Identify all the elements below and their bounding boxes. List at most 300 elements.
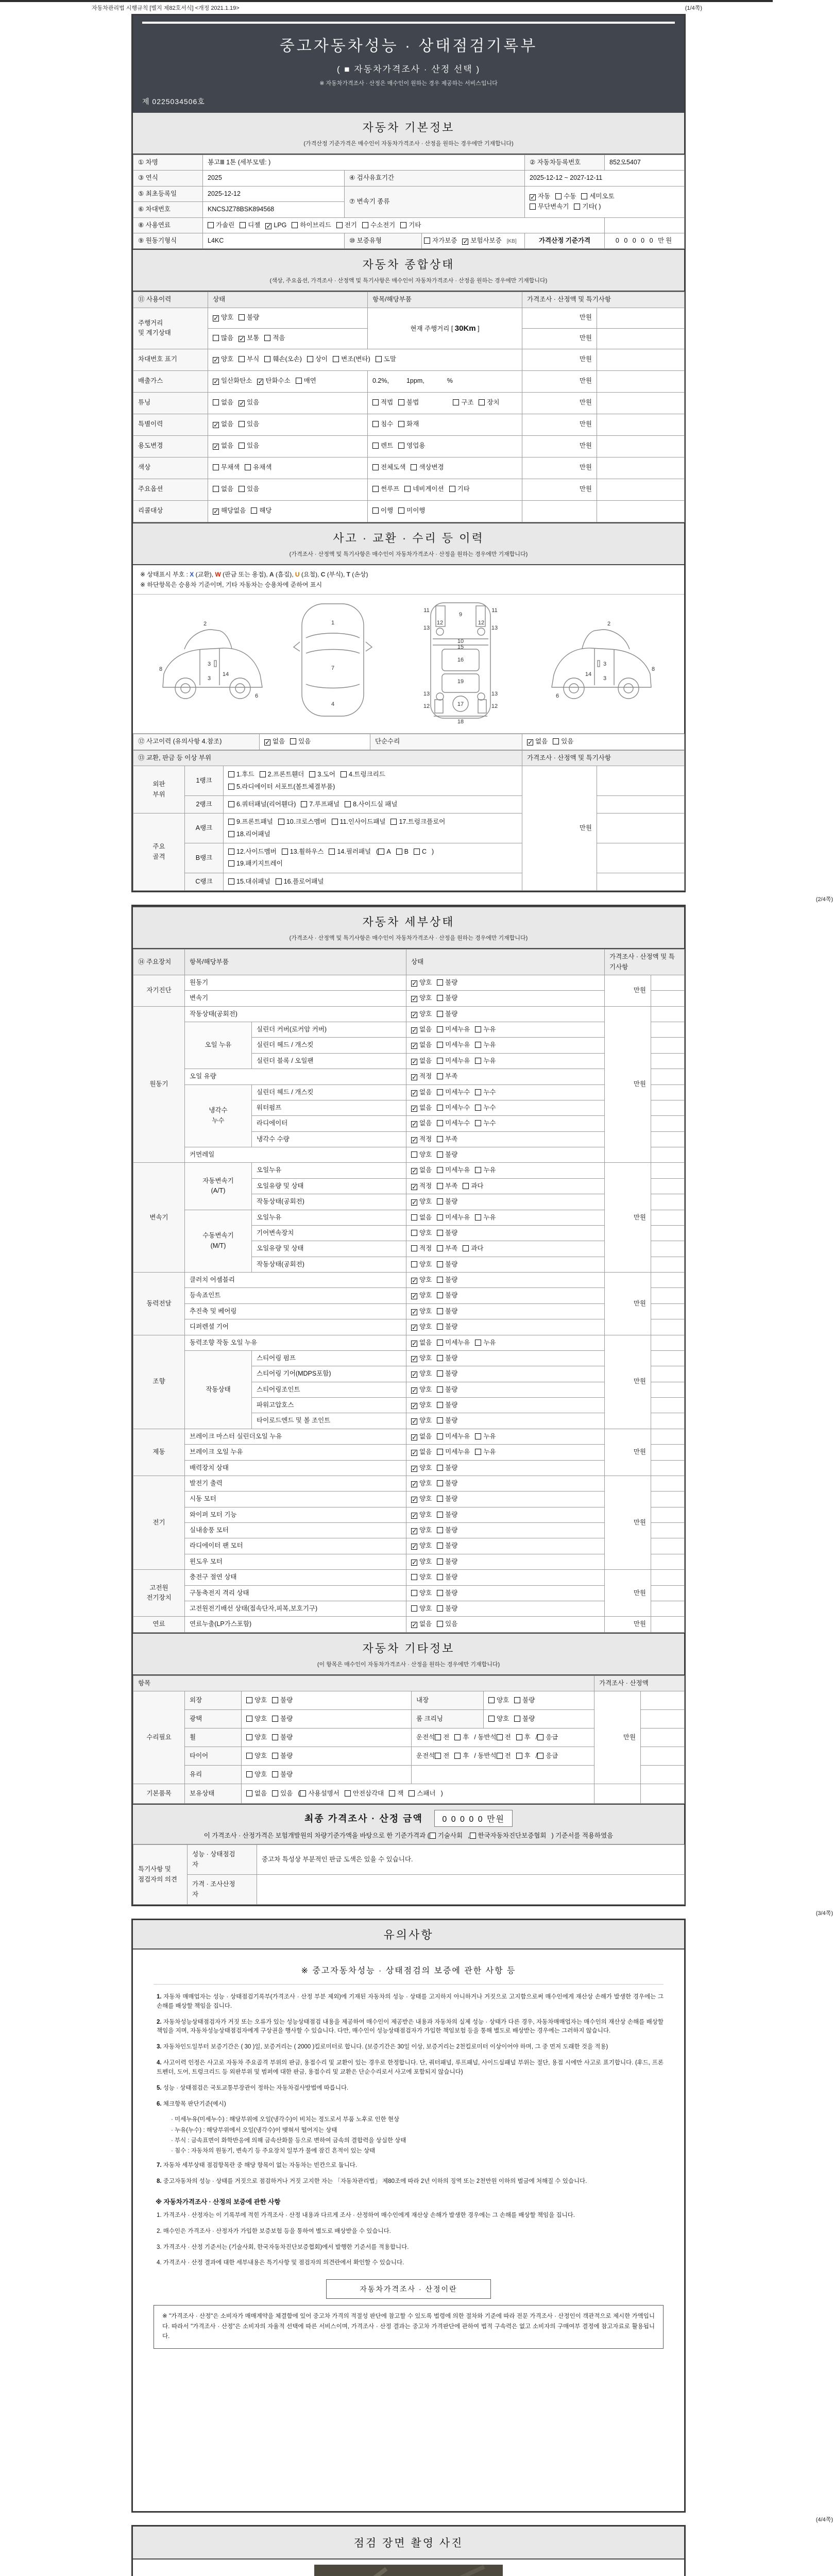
checkbox-8.사이드실 패널[interactable] [345,801,351,807]
final-price-note: 이 가격조사 · 산정가격은 보험개발원의 차량기준가액을 바탕으로 한 기준가격과 ( 기술사회 , 한국자동차진단보증협회 ) 기준서를 적용하였음 [133,1831,684,1840]
checkbox-양호[interactable]: ✓ [412,1010,417,1019]
option-없음: ✓ 없음 [412,1041,432,1050]
checkbox-없음[interactable] [411,1214,417,1221]
checkbox-없음[interactable]: ✓ [412,1167,417,1175]
checkbox-미세누유[interactable] [437,1340,443,1346]
opinion-text [257,1875,685,1905]
option-없음: ✓ 없음 [412,1166,432,1175]
checkbox-과다[interactable] [463,1245,469,1251]
diagram-label-3: 3 [603,661,607,668]
checkbox-불량[interactable] [437,1011,443,1017]
checkbox-누유[interactable] [475,1058,481,1064]
checkbox-적정[interactable]: ✓ [412,1136,417,1144]
option-없음: 없음 [213,398,233,408]
checkbox-보험사보증[interactable]: ✓ [463,237,469,245]
checkbox-영업용[interactable] [398,443,404,449]
checkbox-있음[interactable] [437,1621,443,1627]
checkbox-양호[interactable]: ✓ [412,1464,417,1472]
checkbox-11.인사이드패널[interactable] [332,819,338,825]
checkbox-침수[interactable] [372,421,379,427]
checkbox-기술사회[interactable] [430,1833,436,1839]
option-전: 전 [497,1751,511,1761]
checkbox-17.트렁크플로어[interactable] [390,819,397,825]
legend-code-A: A (흠집) [269,570,292,578]
checkbox-과다[interactable] [463,1183,469,1189]
checkbox-없음[interactable]: ✓ [213,421,219,429]
checkbox-적음[interactable] [264,335,270,341]
checkbox-미세누유[interactable] [437,1167,443,1173]
checkbox-6.쿼터패널(리어휀다)[interactable] [228,801,234,807]
checkbox-2.프론트휀더[interactable] [260,771,266,777]
checkbox-양호[interactable]: ✓ [412,1354,417,1363]
checkbox-미세누유[interactable] [437,1042,443,1048]
checkbox-양호[interactable] [246,1697,252,1703]
checkbox-불량[interactable] [437,979,443,986]
option-양호: ✓ 양호 [412,1010,432,1019]
checkbox-응급[interactable] [537,1753,543,1759]
checkbox-무단변속기[interactable] [530,204,536,210]
option-없음: ✓ 없음 [213,442,234,451]
checkbox-양호[interactable] [246,1734,252,1740]
checkbox-양호[interactable] [488,1697,495,1703]
checkbox-장치[interactable] [479,399,485,405]
option-해당: 해당 [251,506,271,516]
option-불량: 불량 [437,1604,457,1614]
option-불량: 불량 [514,1714,535,1724]
option-수동: 수동 [555,192,576,201]
option-양호: ✓ 양호 [412,1542,432,1551]
checkbox-누수[interactable] [475,1105,481,1111]
checkbox-없음[interactable] [213,399,219,405]
option-한국자동차진단보증협회: 한국자동차진단보증협회 [470,1831,547,1840]
option-불량: 불량 [437,1197,457,1207]
checkbox-없음[interactable]: ✓ [412,1621,417,1629]
checkbox-누유[interactable] [475,1167,481,1173]
checkbox-이행[interactable] [372,507,379,514]
checkbox-부족[interactable] [437,1245,443,1251]
option-양호: 양호 [488,1696,509,1705]
checkbox-후[interactable] [454,1753,461,1759]
checkbox-양호[interactable] [488,1716,495,1722]
checkbox-1.후드[interactable] [228,771,234,777]
checkbox-12.사이드멤버[interactable] [228,849,234,855]
checkbox-기타( )[interactable] [574,204,580,210]
checkbox-불량[interactable] [437,1277,443,1283]
checkbox-적정[interactable] [411,1245,417,1251]
diagram-label-12: 12 [423,703,430,710]
option-무채색: 무채색 [213,463,240,472]
legend-code-W: W (판금 또는 용접) [215,570,266,578]
checkbox-없음[interactable]: ✓ [412,1339,417,1347]
checkbox-16.플로어패널[interactable] [276,878,282,885]
checkbox-양호[interactable]: ✓ [213,356,219,364]
checkbox-탄화수소[interactable]: ✓ [258,378,264,386]
option-없음: 없음 [411,1213,432,1223]
checkbox-10.크로스멤버[interactable] [278,819,284,825]
checkbox-9.프론트패널[interactable] [228,819,234,825]
option-썬루프: 썬루프 [372,484,399,494]
checkbox-전[interactable] [497,1734,503,1740]
option-17.트렁크플로어: 17.트렁크플로어 [390,817,445,827]
checkbox-양호[interactable]: ✓ [412,1558,417,1566]
option-없음: ✓ 없음 [412,1026,432,1035]
option-A: A [378,847,390,857]
checkbox-누유[interactable] [475,1042,481,1048]
checkbox-양호[interactable]: ✓ [412,1386,417,1394]
option-누수: 누수 [475,1103,496,1113]
checkbox-불량[interactable] [437,1402,443,1408]
checkbox-하이브리드[interactable] [292,222,298,228]
panel-rank-table: ⑬ 교환, 판금 등 이상 부위 가격조사 · 산정액 및 특기사항 외판 부위 1랭크 1.후드 2.프론트휀더 3.도어 4.트렁크리드 5.라디에이터 서포트(볼트체결부품) 만원 2랭크 6.쿼터패널(리어휀다) 7.루프패널 8.사이드실 패널 주요 골격 A랭크 9.프론트패널 10.크로스멤버 11.인사이드패널 17.트렁크플로어 18.리어패널 B랭크 12.사이드멤버 13.휠하우스 14.필러패널 ( A B C ) 19.패키지트레이 C랭크 15.대쉬패널 16.플로어패널 [133,750,685,891]
checkbox-적정[interactable]: ✓ [412,1073,417,1081]
checkbox-불량[interactable] [437,1308,443,1314]
checkbox-불량[interactable] [437,1512,443,1518]
checkbox-썬루프[interactable] [372,486,379,492]
checkbox-불량[interactable] [437,1543,443,1549]
checkbox-미세누유[interactable] [437,1058,443,1064]
checkbox-부족[interactable] [437,1073,443,1079]
checkbox-불량[interactable] [437,1151,443,1158]
checkbox-양호[interactable] [411,1230,417,1236]
option-스패너: 스패너 [409,1789,435,1799]
checkbox-있음[interactable] [553,738,559,744]
checkbox-도말[interactable] [376,356,382,362]
checkbox-양호[interactable]: ✓ [412,1417,417,1426]
checkbox-불량[interactable] [272,1771,278,1777]
checkbox-불량[interactable] [437,1590,443,1596]
checkbox-없음[interactable]: ✓ [528,738,533,747]
checkbox-양호[interactable]: ✓ [412,1370,417,1379]
checkbox-양호[interactable]: ✓ [412,1402,417,1410]
option-부족: 부족 [437,1134,457,1144]
checkbox-양호[interactable] [246,1716,252,1722]
checkbox-누유[interactable] [475,1433,481,1439]
checkbox-수동[interactable] [555,193,562,199]
checkbox-적법[interactable] [372,399,379,405]
checkbox-18.리어패널[interactable] [228,831,234,837]
option-과다: 과다 [463,1181,483,1191]
option-기타: 기타 [400,221,421,230]
option-있음: 있음 [437,1619,457,1629]
checkbox-7.루프패널[interactable] [301,801,307,807]
checkbox-전체도색[interactable] [372,464,379,470]
checkbox-없음[interactable]: ✓ [412,1089,417,1097]
checkbox-해당없음[interactable]: ✓ [213,507,219,516]
checkbox-없음[interactable]: ✓ [412,1449,417,1457]
checkbox-양호[interactable] [411,1574,417,1580]
checkbox-보통[interactable]: ✓ [239,335,245,343]
checkbox-미세누수[interactable] [437,1120,443,1126]
diagram-label-6: 6 [555,693,559,700]
diagram-label-14: 14 [585,671,592,678]
option-전: 전 [497,1733,511,1742]
checkbox-없음[interactable]: ✓ [265,738,270,747]
checkbox-C[interactable] [414,849,420,855]
checkbox-B[interactable] [396,849,402,855]
other-info-table: 항목 가격조사 · 산정액 수리필요 외장 양호 불량 내장 양호 불량 만원 광택 양호 불량 룸 크리닝 양호 불량 휠 양호 불량 운전석 전 후 / 동반석 전 후 / 응급 타이어 양호 불량 운전석 전 후 / 동반석 전 후 / 응급 유리 양호 불량 기본품목 보유상태 없음 있음 ( 사용설명서 안전삼각대 잭 스패너 ) [133,1675,685,1804]
option-불량: 불량 [437,1588,457,1598]
diagram-label-7: 7 [331,665,335,672]
option-렌트: 렌트 [372,441,393,451]
checkbox-해당[interactable] [251,507,257,514]
option-변조(변타): 변조(변타) [333,354,370,364]
diagram-label-13: 13 [491,625,498,632]
checkbox-불량[interactable] [514,1716,520,1722]
checkbox-후[interactable] [454,1734,461,1740]
checkbox-양호[interactable]: ✓ [412,1480,417,1488]
checkbox-있음[interactable] [239,421,245,427]
option-침수: 침수 [372,419,393,429]
checkbox-미세누수[interactable] [437,1105,443,1111]
checkbox-불량[interactable] [437,1465,443,1471]
checkbox-없음[interactable]: ✓ [412,1120,417,1128]
diagram-label-3: 3 [207,675,211,682]
checkbox-적정[interactable]: ✓ [412,1182,417,1191]
option-양호: 양호 [411,1260,432,1269]
price-notice-title: ※ 자동차가격조사 · 산정의 보증에 관한 사항 [156,2198,281,2206]
checkbox-구조[interactable] [453,399,459,405]
checkbox-13.휠하우스[interactable] [282,849,288,855]
section-final-price [133,1804,684,1844]
checkbox-양호[interactable] [411,1605,417,1612]
checkbox-양호[interactable] [246,1771,252,1777]
checkbox-불량[interactable] [437,1480,443,1486]
checkbox-3.도어[interactable] [309,771,315,777]
checkbox-렌트[interactable] [372,443,379,449]
checkbox-전[interactable] [435,1734,441,1740]
notice-item: 8. 중고자동차의 성능 · 상태를 거짓으로 점검하거나 거짓 고지한 자는 「자동차관리법」 제80조에 따라 2년 이하의 징역 또는 2천만원 이하의 벌금에 처해질 수 있습니다. [157,2178,587,2185]
option-없음: ✓ 없음 [412,1057,432,1065]
checkbox-LPG[interactable]: ✓ [266,222,272,230]
checkbox-불량[interactable] [272,1753,278,1759]
checkbox-불량[interactable] [272,1734,278,1740]
checkbox-없음[interactable]: ✓ [412,1057,417,1065]
option-네비게이션: 네비게이션 [404,484,444,494]
option-누유: 누유 [475,1447,496,1457]
checkbox-부족[interactable] [437,1136,443,1142]
checkbox-전기[interactable] [336,222,343,228]
checkbox-누유[interactable] [475,1214,481,1221]
checkbox-불량[interactable] [272,1697,278,1703]
checkbox-불량[interactable] [437,1370,443,1377]
checkbox-불량[interactable] [437,1417,443,1423]
checkbox-있음[interactable] [290,738,296,744]
checkbox-누유[interactable] [475,1449,481,1455]
checkbox-무채색[interactable] [213,464,219,470]
checkbox-14.필러패널[interactable] [329,849,335,855]
checkbox-없음[interactable]: ✓ [412,1433,417,1441]
checkbox-훼손(오손)[interactable] [264,356,270,362]
checkbox-양호[interactable]: ✓ [412,979,417,987]
checkbox-상이[interactable] [307,356,313,362]
checkbox-양호[interactable]: ✓ [412,1496,417,1504]
option-불량: 불량 [437,1009,457,1019]
checkbox-전[interactable] [497,1753,503,1759]
option-19.패키지트레이: 19.패키지트레이 [228,859,283,869]
checkbox-불량[interactable] [437,1230,443,1236]
checkbox-없음[interactable]: ✓ [412,1104,417,1112]
option-양호: 양호 [246,1770,267,1780]
price-definition-text: ※ "가격조사 · 산정"은 소비자가 매매계약을 체결함에 있어 중고차 가격의 적절성 판단에 참고할 수 있도록 법령에 의한 절차와 기준에 따라 전문 가격조사 · 산정인이 객관적으로 제시한 가액입니다. 따라서 "가격조사 · 산정"은 소비자의 자율적 선택에 따른 서비스이며, 가격조사 · 산정 결과는 중고차 가격판단에 관하여 법적 구속력은 없고 소비자의 구매여부 결정에 참고자료로 활용됩니다. [154,2305,664,2349]
checkbox-불량[interactable] [437,1324,443,1330]
option-불량: 불량 [437,993,457,1003]
checkbox-세미오토[interactable] [581,193,587,199]
option-누유: 누유 [475,1165,496,1175]
checkbox-4.트렁크리드[interactable] [341,771,347,777]
checkbox-미세누유[interactable] [437,1433,443,1439]
checkbox-양호[interactable]: ✓ [412,1292,417,1300]
option-없음: ✓ 없음 [412,1620,432,1629]
notices-subtitle: ※ 중고자동차성능 · 상태점검의 보증에 관한 사항 등 [154,1958,664,1985]
checkbox-불량[interactable] [514,1697,520,1703]
option-기타( ): 기타( ) [574,202,601,212]
checkbox-후[interactable] [516,1734,522,1740]
checkbox-A[interactable] [378,849,384,855]
checkbox-매연[interactable] [296,378,302,384]
checkbox-양호[interactable] [411,1151,417,1158]
checkbox-양호[interactable]: ✓ [412,1527,417,1535]
option-부족: 부족 [437,1244,457,1253]
option-후: 후 [454,1751,469,1761]
checkbox-응급[interactable] [537,1734,543,1740]
checkbox-네비게이션[interactable] [404,486,411,492]
checkbox-양호[interactable]: ✓ [412,1543,417,1551]
checkbox-불량[interactable] [437,1261,443,1267]
checkbox-양호[interactable] [411,1261,417,1267]
checkbox-없음[interactable] [246,1790,252,1797]
option-누유: 누유 [475,1338,496,1348]
checkbox-불량[interactable] [272,1716,278,1722]
checkbox-양호[interactable] [246,1753,252,1759]
checkbox-불량[interactable] [437,1527,443,1533]
checkbox-불량[interactable] [437,1355,443,1361]
notice-price-item: 3. 가격조사 · 산정 기준서는 (기술사회, 한국자동차진단보증협회)에서 발행한 기준서를 적용합니다. [157,2244,409,2250]
diagram-label-17: 17 [457,701,464,708]
checkbox-유채색[interactable] [245,464,251,470]
option-영업용: 영업용 [398,441,425,451]
page-2 [131,905,686,1906]
checkbox-불량[interactable] [437,1558,443,1565]
checkbox-디젤[interactable] [240,222,246,228]
option-6.쿼터패널(리어휀다): 6.쿼터패널(리어휀다) [228,800,296,809]
checkbox-양호[interactable]: ✓ [412,1308,417,1316]
checkbox-전[interactable] [435,1753,441,1759]
checkbox-기타[interactable] [449,486,455,492]
document-subtitle: ( ■ 자동차가격조사 · 산정 선택 ) [336,64,481,74]
checkbox-부식[interactable] [239,356,245,362]
section-header: 자동차 기본정보 (가격산정 기준가격은 매수인이 자동차가격조사 · 산정을 원하는 경우에만 기재합니다) [133,112,684,155]
checkbox-자동[interactable]: ✓ [530,193,536,201]
checkbox-불량[interactable] [437,1386,443,1393]
checkbox-미세누유[interactable] [437,1214,443,1221]
checkbox-불량[interactable] [437,1496,443,1502]
option-양호: 양호 [246,1751,267,1761]
checkbox-잭[interactable] [389,1790,395,1797]
option-자가보증: 자가보증 [424,236,457,246]
checkbox-누유[interactable] [475,1340,481,1346]
checkbox-불량[interactable] [437,1292,443,1298]
checkbox-안전삼각대[interactable] [345,1790,351,1797]
checkbox-양호[interactable]: ✓ [412,1277,417,1285]
checkbox-15.대쉬패널[interactable] [228,878,234,885]
option-16.플로어패널: 16.플로어패널 [276,877,324,887]
checkbox-누수[interactable] [475,1120,481,1126]
checkbox-화재[interactable] [398,421,404,427]
checkbox-불량[interactable] [437,1605,443,1612]
checkbox-불량[interactable] [437,1198,443,1205]
checkbox-양호[interactable]: ✓ [412,995,417,1003]
checkbox-후[interactable] [516,1753,522,1759]
option-양호: ✓ 양호 [412,1479,432,1488]
checkbox-스패너[interactable] [409,1790,415,1797]
option-있음: 있음 [239,419,259,429]
checkbox-5.라디에이터 서포트(볼트체결부품)[interactable] [228,784,234,790]
checkbox-미세누유[interactable] [437,1449,443,1455]
diagram-label-2: 2 [203,621,207,628]
checkbox-가솔린[interactable] [208,222,214,228]
checkbox-누수[interactable] [475,1089,481,1095]
checkbox-누유[interactable] [475,1026,481,1032]
option-탄화수소: ✓ 탄화수소 [258,377,291,386]
checkbox-있음[interactable] [239,443,245,449]
checkbox-불량[interactable] [239,314,245,320]
option-누유: 누유 [475,1213,496,1223]
checkbox-변조(변타)[interactable] [333,356,339,362]
checkbox-불량[interactable] [437,995,443,1001]
option-있음: 있음 [239,484,259,494]
diagram-label-14: 14 [222,671,229,678]
checkbox-없음[interactable] [213,486,219,492]
checkbox-양호[interactable]: ✓ [412,1324,417,1332]
checkbox-없음[interactable]: ✓ [412,1026,417,1035]
checkbox-불법[interactable] [398,399,404,405]
option-과다: 과다 [463,1244,483,1253]
diagram-label-12: 12 [478,620,485,626]
checkbox-일산화탄소[interactable]: ✓ [213,378,219,386]
checkbox-한국자동차진단보증협회[interactable] [470,1833,476,1839]
checkbox-기타[interactable] [400,222,406,228]
checkbox-미이행[interactable] [398,507,404,514]
checkbox-색상변경[interactable] [411,464,417,470]
option-불량: 불량 [437,1275,457,1285]
document-header-note: ※ 자동차가격조사 · 산정은 매수인이 원하는 경우 제공하는 서비스입니다 [319,80,498,87]
legend-code-C: C (부식) [320,570,343,578]
checkbox-있음[interactable] [239,486,245,492]
checkbox-19.패키지트레이[interactable] [228,860,234,867]
option-적법: 적법 [372,398,393,408]
checkbox-없음[interactable]: ✓ [213,443,219,451]
option-장치: 장치 [479,398,499,408]
checkbox-불량[interactable] [437,1574,443,1580]
option-양호: ✓ 양호 [412,1495,432,1504]
option-응급: 응급 [537,1751,558,1761]
checkbox-많음[interactable] [213,335,219,341]
checkbox-있음[interactable]: ✓ [239,399,245,408]
checkbox-미세누수[interactable] [437,1089,443,1095]
checkbox-부족[interactable] [437,1183,443,1189]
checkbox-자가보증[interactable] [424,238,430,244]
checkbox-양호[interactable]: ✓ [412,1198,417,1207]
checkbox-양호[interactable]: ✓ [412,1511,417,1519]
checkbox-사용설명서[interactable] [300,1790,306,1797]
diagram-label-3: 3 [207,661,211,668]
checkbox-있음[interactable] [272,1790,278,1797]
checkbox-양호[interactable] [411,1590,417,1596]
checkbox-없음[interactable]: ✓ [412,1042,417,1050]
checkbox-미세누유[interactable] [437,1026,443,1032]
checkbox-양호[interactable]: ✓ [213,314,219,323]
checkbox-수소전기[interactable] [362,222,368,228]
